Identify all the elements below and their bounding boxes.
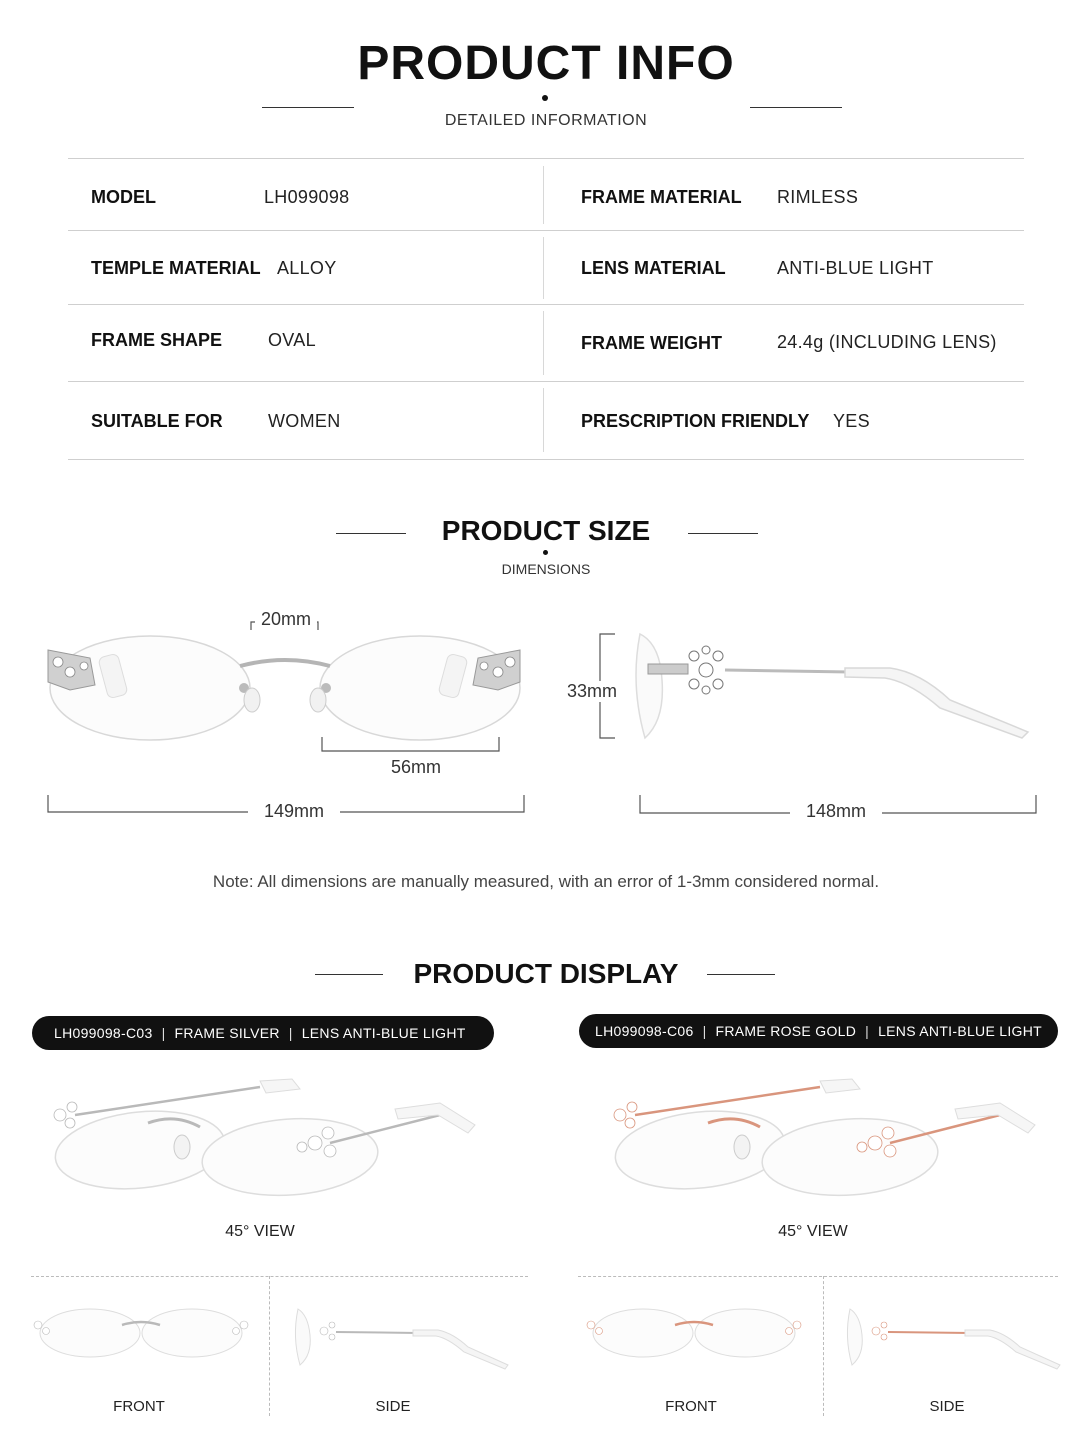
side-view-diagram [590,620,1050,830]
rose-gold-front-label: FRONT [665,1398,717,1415]
silver-front-image [30,1305,252,1365]
temple-length-label: 148mm [790,801,882,822]
page-subtitle: DETAILED INFORMATION [444,112,648,129]
spec-value-temple-material: ALLOY [277,258,337,278]
rose-gold-45-view-image [590,1075,1050,1210]
title-dot [542,95,548,101]
size-dot [543,550,548,555]
variant-sku: LH099098-C03 [54,1025,153,1041]
table-rule [68,230,1024,231]
table-divider [543,388,544,452]
silver-front-label: FRONT [113,1398,165,1415]
display-title: PRODUCT DISPLAY [413,958,679,989]
spec-label-suitable-for: SUITABLE FOR [91,411,223,431]
table-divider [543,311,544,375]
spec-value-prescription-friendly: YES [833,411,870,431]
rose-gold-side-label: SIDE [929,1398,965,1415]
pill-separator: | [702,1023,707,1039]
total-width-label: 149mm [248,801,340,822]
lens-height-label: 33mm [561,681,623,702]
variant-pill-silver [32,1016,494,1050]
table-rule [68,381,1024,382]
spec-label-model: MODEL [91,187,156,207]
size-title: PRODUCT SIZE [441,515,651,546]
spec-value-frame-material: RIMLESS [777,187,859,207]
table-rule [68,459,1024,460]
spec-value-frame-weight: 24.4g (INCLUDING LENS) [777,332,997,352]
spec-value-lens-material: ANTI-BLUE LIGHT [777,258,934,278]
rose-gold-front-image [583,1305,805,1365]
table-divider [543,237,544,299]
rose-gold-side-image [840,1305,1070,1375]
silver-side-label: SIDE [375,1398,411,1415]
table-divider [543,166,544,224]
thumb-divider [578,1276,1058,1277]
variant-frame: FRAME ROSE GOLD [715,1023,857,1039]
spec-label-frame-material: FRAME MATERIAL [581,187,742,207]
thumb-divider [269,1276,270,1416]
title-rule-left [262,107,354,108]
rose-gold-view-label: 45° VIEW [778,1223,848,1240]
spec-label-prescription-friendly: PRESCRIPTION FRIENDLY [581,411,810,431]
pill-separator: | [865,1023,870,1039]
variant-pill-rose-gold [579,1014,1058,1048]
spec-label-frame-shape: FRAME SHAPE [91,330,223,350]
variant-lens: LENS ANTI-BLUE LIGHT [301,1025,466,1041]
page-title: PRODUCT INFO [357,37,735,90]
spec-label-lens-material: LENS MATERIAL [581,258,726,278]
variant-lens: LENS ANTI-BLUE LIGHT [878,1023,1043,1039]
variant-sku: LH099098-C06 [595,1023,694,1039]
front-view-diagram [0,600,540,830]
spec-value-frame-shape: OVAL [268,330,316,350]
measurement-note: Note: All dimensions are manually measured, with an error of 1-3mm considered normal. [212,872,880,891]
bridge-width-label: 20mm [255,609,317,630]
variant-frame: FRAME SILVER [174,1025,280,1041]
pill-separator: | [161,1025,166,1041]
thumb-divider [31,1276,528,1277]
size-subtitle: DIMENSIONS [501,561,591,577]
title-rule-right [750,107,842,108]
lens-width-label: 56mm [385,757,447,778]
pill-separator: | [288,1025,293,1041]
thumb-divider [823,1276,824,1416]
spec-value-model: LH099098 [264,187,350,207]
spec-label-temple-material: TEMPLE MATERIAL [91,258,261,278]
silver-45-view-image [30,1075,490,1210]
silver-view-label: 45° VIEW [225,1223,295,1240]
silver-side-image [288,1305,518,1375]
spec-value-suitable-for: WOMEN [268,411,341,431]
spec-label-frame-weight: FRAME WEIGHT [581,333,722,353]
table-rule [68,304,1024,305]
table-rule [68,158,1024,159]
